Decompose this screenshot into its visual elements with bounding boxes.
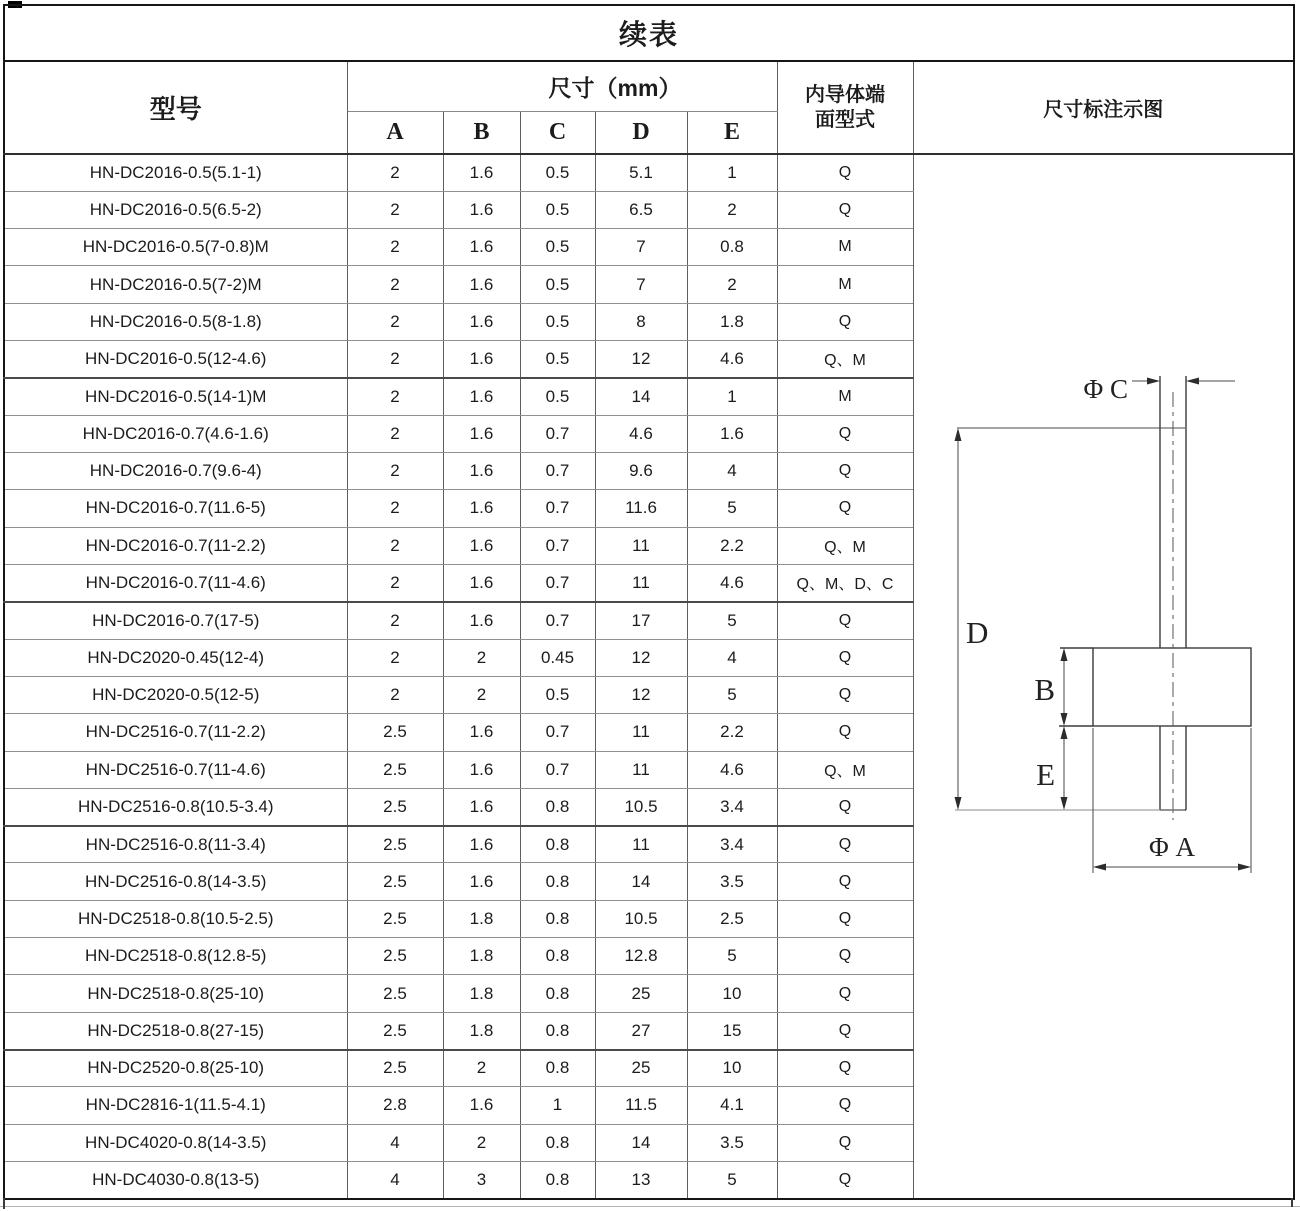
- c-cell: 0.8: [520, 900, 595, 937]
- e-cell: 3.4: [687, 826, 777, 863]
- column-header-conductor-type: [777, 61, 913, 154]
- model-cell: HN-DC2016-0.5(5.1-1): [4, 154, 347, 191]
- table-body: [4, 154, 1294, 1199]
- c-cell: 0.8: [520, 863, 595, 900]
- model-cell: HN-DC2016-0.5(7-0.8)M: [4, 229, 347, 266]
- d-cell: 25: [595, 975, 687, 1012]
- model-cell: HN-DC2016-0.5(14-1)M: [4, 378, 347, 415]
- d-cell: 11: [595, 714, 687, 751]
- a-cell: 2.5: [347, 863, 443, 900]
- b-cell: 1.6: [443, 415, 520, 452]
- model-cell: HN-DC2016-0.5(8-1.8): [4, 303, 347, 340]
- type-cell: Q: [777, 1050, 913, 1087]
- column-header-diagram: 尺寸标注示图: [913, 61, 1294, 154]
- b-cell: 2: [443, 676, 520, 713]
- b-cell: 1.6: [443, 863, 520, 900]
- c-cell: 1: [520, 1087, 595, 1124]
- e-cell: 1.6: [687, 415, 777, 452]
- a-cell: 2: [347, 154, 443, 191]
- type-cell: M: [777, 378, 913, 415]
- type-cell: Q: [777, 415, 913, 452]
- a-cell: 2: [347, 564, 443, 601]
- e-cell: 5: [687, 676, 777, 713]
- model-cell: HN-DC4030-0.8(13-5): [4, 1161, 347, 1199]
- label-phi-a: Φ A: [1148, 832, 1195, 862]
- column-header-b: B: [443, 111, 520, 154]
- a-cell: 4: [347, 1124, 443, 1161]
- c-cell: 0.5: [520, 266, 595, 303]
- c-cell: 0.7: [520, 490, 595, 527]
- type-cell: M: [777, 229, 913, 266]
- c-cell: 0.8: [520, 938, 595, 975]
- b-cell: 1.6: [443, 602, 520, 639]
- model-cell: HN-DC2016-0.7(11-4.6): [4, 564, 347, 601]
- d-cell: 11: [595, 527, 687, 564]
- label-e: E: [1035, 757, 1055, 792]
- type-cell: Q、M、D、C: [777, 564, 913, 601]
- arrow-e-top: [1060, 726, 1067, 739]
- c-cell: 0.45: [520, 639, 595, 676]
- b-cell: 1.8: [443, 1012, 520, 1049]
- model-cell: HN-DC2520-0.8(25-10): [4, 1050, 347, 1087]
- b-cell: 2: [443, 639, 520, 676]
- type-cell: Q: [777, 1124, 913, 1161]
- d-cell: 5.1: [595, 154, 687, 191]
- type-cell: Q: [777, 453, 913, 490]
- label-phi-c: Φ C: [1083, 374, 1128, 404]
- b-cell: 1.6: [443, 751, 520, 788]
- a-cell: 2: [347, 602, 443, 639]
- type-cell: Q: [777, 826, 913, 863]
- model-cell: HN-DC2816-1(11.5-4.1): [4, 1087, 347, 1124]
- d-cell: 11: [595, 751, 687, 788]
- column-header-d: D: [595, 111, 687, 154]
- b-cell: 1.6: [443, 341, 520, 378]
- type-cell: Q: [777, 975, 913, 1012]
- column-header-e: E: [687, 111, 777, 154]
- a-cell: 2: [347, 266, 443, 303]
- e-cell: 4.1: [687, 1087, 777, 1124]
- a-cell: 2.5: [347, 1050, 443, 1087]
- dimensions-label: 尺寸（mm）: [548, 74, 682, 101]
- a-cell: 2.8: [347, 1087, 443, 1124]
- component-outline: [1059, 376, 1251, 810]
- type-cell: Q: [777, 303, 913, 340]
- e-cell: 5: [687, 938, 777, 975]
- b-cell: 1.6: [443, 378, 520, 415]
- a-cell: 2.5: [347, 1012, 443, 1049]
- a-cell: 2: [347, 453, 443, 490]
- table-row: [4, 154, 1294, 191]
- e-cell: 5: [687, 490, 777, 527]
- c-cell: 0.5: [520, 154, 595, 191]
- type-cell: Q: [777, 490, 913, 527]
- model-cell: HN-DC2016-0.7(9.6-4): [4, 453, 347, 490]
- conductor-type-label: 内导体端面型式: [805, 83, 885, 131]
- arrow-b-top: [1060, 648, 1067, 661]
- c-cell: 0.8: [520, 1124, 595, 1161]
- d-cell: 12: [595, 639, 687, 676]
- a-cell: 2: [347, 341, 443, 378]
- dimension-labels: [966, 374, 1195, 862]
- a-cell: 2: [347, 676, 443, 713]
- a-cell: 2.5: [347, 938, 443, 975]
- c-cell: 0.5: [520, 378, 595, 415]
- b-cell: 1.6: [443, 714, 520, 751]
- d-cell: 9.6: [595, 453, 687, 490]
- d-cell: 8: [595, 303, 687, 340]
- c-cell: 0.7: [520, 564, 595, 601]
- b-cell: 1.6: [443, 527, 520, 564]
- c-cell: 0.8: [520, 975, 595, 1012]
- type-cell: M: [777, 266, 913, 303]
- model-cell: HN-DC2518-0.8(25-10): [4, 975, 347, 1012]
- spec-table: [3, 4, 1295, 1200]
- column-header-dimensions: [347, 61, 777, 111]
- d-cell: 12.8: [595, 938, 687, 975]
- type-cell: Q: [777, 938, 913, 975]
- d-cell: 10.5: [595, 900, 687, 937]
- arrow-phi-a-right: [1238, 864, 1251, 871]
- c-cell: 0.7: [520, 527, 595, 564]
- b-cell: 1.6: [443, 1087, 520, 1124]
- type-cell: Q: [777, 191, 913, 228]
- type-cell: Q: [777, 1012, 913, 1049]
- dimension-arrowheads: [954, 378, 1251, 871]
- type-cell: Q: [777, 714, 913, 751]
- dimension-lines: [955, 381, 1251, 873]
- arrow-phi-a-left: [1093, 864, 1106, 871]
- e-cell: 2: [687, 191, 777, 228]
- b-cell: 1.8: [443, 938, 520, 975]
- b-cell: 1.8: [443, 900, 520, 937]
- c-cell: 0.5: [520, 676, 595, 713]
- type-cell: Q: [777, 602, 913, 639]
- model-cell: HN-DC2016-0.7(4.6-1.6): [4, 415, 347, 452]
- type-cell: Q: [777, 863, 913, 900]
- type-cell: Q、M: [777, 751, 913, 788]
- d-cell: 11: [595, 564, 687, 601]
- column-header-c: C: [520, 111, 595, 154]
- model-cell: HN-DC4020-0.8(14-3.5): [4, 1124, 347, 1161]
- e-cell: 10: [687, 975, 777, 1012]
- model-cell: HN-DC2516-0.7(11-2.2): [4, 714, 347, 751]
- c-cell: 0.5: [520, 303, 595, 340]
- label-b: B: [1033, 672, 1055, 707]
- e-cell: 1: [687, 378, 777, 415]
- a-cell: 2: [347, 303, 443, 340]
- arrow-phi-c-right: [1186, 378, 1199, 385]
- e-cell: 2.5: [687, 900, 777, 937]
- d-cell: 11.6: [595, 490, 687, 527]
- type-cell: Q: [777, 900, 913, 937]
- b-cell: 1.6: [443, 490, 520, 527]
- e-cell: 2.2: [687, 714, 777, 751]
- d-cell: 27: [595, 1012, 687, 1049]
- border-stub-left: [3, 1198, 5, 1209]
- d-cell: 14: [595, 863, 687, 900]
- header-row-1: [4, 61, 1294, 111]
- d-cell: 14: [595, 1124, 687, 1161]
- type-cell: Q、M: [777, 527, 913, 564]
- b-cell: 1.6: [443, 826, 520, 863]
- model-cell: HN-DC2518-0.8(12.8-5): [4, 938, 347, 975]
- e-cell: 1.8: [687, 303, 777, 340]
- a-cell: 2: [347, 527, 443, 564]
- c-cell: 0.7: [520, 751, 595, 788]
- type-cell: Q: [777, 1087, 913, 1124]
- e-cell: 5: [687, 1161, 777, 1199]
- c-cell: 0.7: [520, 714, 595, 751]
- d-cell: 10.5: [595, 788, 687, 825]
- type-cell: Q、M: [777, 341, 913, 378]
- a-cell: 2.5: [347, 714, 443, 751]
- c-cell: 0.5: [520, 191, 595, 228]
- b-cell: 1.6: [443, 229, 520, 266]
- d-cell: 6.5: [595, 191, 687, 228]
- e-cell: 3.4: [687, 788, 777, 825]
- c-cell: 0.8: [520, 1050, 595, 1087]
- model-cell: HN-DC2016-0.7(17-5): [4, 602, 347, 639]
- model-cell: HN-DC2516-0.7(11-4.6): [4, 751, 347, 788]
- b-cell: 2: [443, 1050, 520, 1087]
- c-cell: 0.8: [520, 826, 595, 863]
- e-cell: 4.6: [687, 341, 777, 378]
- model-cell: HN-DC2518-0.8(27-15): [4, 1012, 347, 1049]
- d-cell: 14: [595, 378, 687, 415]
- b-cell: 1.6: [443, 266, 520, 303]
- label-d: D: [965, 615, 988, 650]
- e-cell: 0.8: [687, 229, 777, 266]
- e-cell: 10: [687, 1050, 777, 1087]
- b-cell: 1.6: [443, 191, 520, 228]
- c-cell: 0.5: [520, 341, 595, 378]
- d-cell: 13: [595, 1161, 687, 1199]
- model-cell: HN-DC2016-0.5(6.5-2): [4, 191, 347, 228]
- a-cell: 2.5: [347, 751, 443, 788]
- model-cell: HN-DC2516-0.8(14-3.5): [4, 863, 347, 900]
- model-cell: HN-DC2516-0.8(11-3.4): [4, 826, 347, 863]
- table-title: 续表: [4, 5, 1294, 61]
- a-cell: 2: [347, 639, 443, 676]
- e-cell: 3.5: [687, 1124, 777, 1161]
- page-edge-line: [0, 1206, 1300, 1207]
- a-cell: 2: [347, 490, 443, 527]
- a-cell: 2: [347, 378, 443, 415]
- d-cell: 11.5: [595, 1087, 687, 1124]
- b-cell: 1.6: [443, 564, 520, 601]
- e-cell: 15: [687, 1012, 777, 1049]
- e-cell: 5: [687, 602, 777, 639]
- d-cell: 7: [595, 266, 687, 303]
- d-cell: 25: [595, 1050, 687, 1087]
- d-cell: 7: [595, 229, 687, 266]
- c-cell: 0.8: [520, 1161, 595, 1199]
- b-cell: 3: [443, 1161, 520, 1199]
- a-cell: 2.5: [347, 788, 443, 825]
- d-cell: 11: [595, 826, 687, 863]
- arrow-e-bottom: [1060, 797, 1067, 810]
- b-cell: 1.6: [443, 453, 520, 490]
- c-cell: 0.7: [520, 453, 595, 490]
- body-outline: [1093, 648, 1251, 726]
- a-cell: 2: [347, 415, 443, 452]
- e-cell: 1: [687, 154, 777, 191]
- model-cell: HN-DC2016-0.7(11-2.2): [4, 527, 347, 564]
- type-cell: Q: [777, 154, 913, 191]
- e-cell: 4.6: [687, 751, 777, 788]
- c-cell: 0.5: [520, 229, 595, 266]
- a-cell: 2.5: [347, 826, 443, 863]
- b-cell: 1.6: [443, 154, 520, 191]
- model-cell: HN-DC2016-0.7(11.6-5): [4, 490, 347, 527]
- column-header-a: A: [347, 111, 443, 154]
- a-cell: 2: [347, 191, 443, 228]
- a-cell: 2.5: [347, 975, 443, 1012]
- type-cell: Q: [777, 676, 913, 713]
- b-cell: 1.8: [443, 975, 520, 1012]
- a-cell: 4: [347, 1161, 443, 1199]
- model-cell: HN-DC2020-0.45(12-4): [4, 639, 347, 676]
- e-cell: 2.2: [687, 527, 777, 564]
- d-cell: 4.6: [595, 415, 687, 452]
- type-cell: Q: [777, 639, 913, 676]
- c-cell: 0.7: [520, 602, 595, 639]
- arrow-d-top: [954, 428, 961, 441]
- model-cell: HN-DC2016-0.5(7-2)M: [4, 266, 347, 303]
- d-cell: 12: [595, 676, 687, 713]
- model-cell: HN-DC2020-0.5(12-5): [4, 676, 347, 713]
- b-cell: 1.6: [443, 303, 520, 340]
- model-cell: HN-DC2016-0.5(12-4.6): [4, 341, 347, 378]
- c-cell: 0.8: [520, 1012, 595, 1049]
- e-cell: 4: [687, 639, 777, 676]
- b-cell: 2: [443, 1124, 520, 1161]
- arrow-b-bottom: [1060, 713, 1067, 726]
- type-cell: Q: [777, 1161, 913, 1199]
- d-cell: 17: [595, 602, 687, 639]
- dimension-diagram: [914, 155, 1295, 1198]
- dimension-diagram-cell: [913, 154, 1294, 1199]
- model-cell: HN-DC2516-0.8(10.5-3.4): [4, 788, 347, 825]
- column-header-model: 型号: [4, 61, 347, 154]
- e-cell: 4.6: [687, 564, 777, 601]
- model-cell: HN-DC2518-0.8(10.5-2.5): [4, 900, 347, 937]
- e-cell: 2: [687, 266, 777, 303]
- type-cell: Q: [777, 788, 913, 825]
- a-cell: 2: [347, 229, 443, 266]
- c-cell: 0.8: [520, 788, 595, 825]
- b-cell: 1.6: [443, 788, 520, 825]
- e-cell: 4: [687, 453, 777, 490]
- c-cell: 0.7: [520, 415, 595, 452]
- e-cell: 3.5: [687, 863, 777, 900]
- title-row: [4, 5, 1294, 61]
- a-cell: 2.5: [347, 900, 443, 937]
- arrow-d-bottom: [954, 797, 961, 810]
- border-stub-right: [1291, 1198, 1293, 1207]
- d-cell: 12: [595, 341, 687, 378]
- arrow-phi-c-left: [1147, 378, 1160, 385]
